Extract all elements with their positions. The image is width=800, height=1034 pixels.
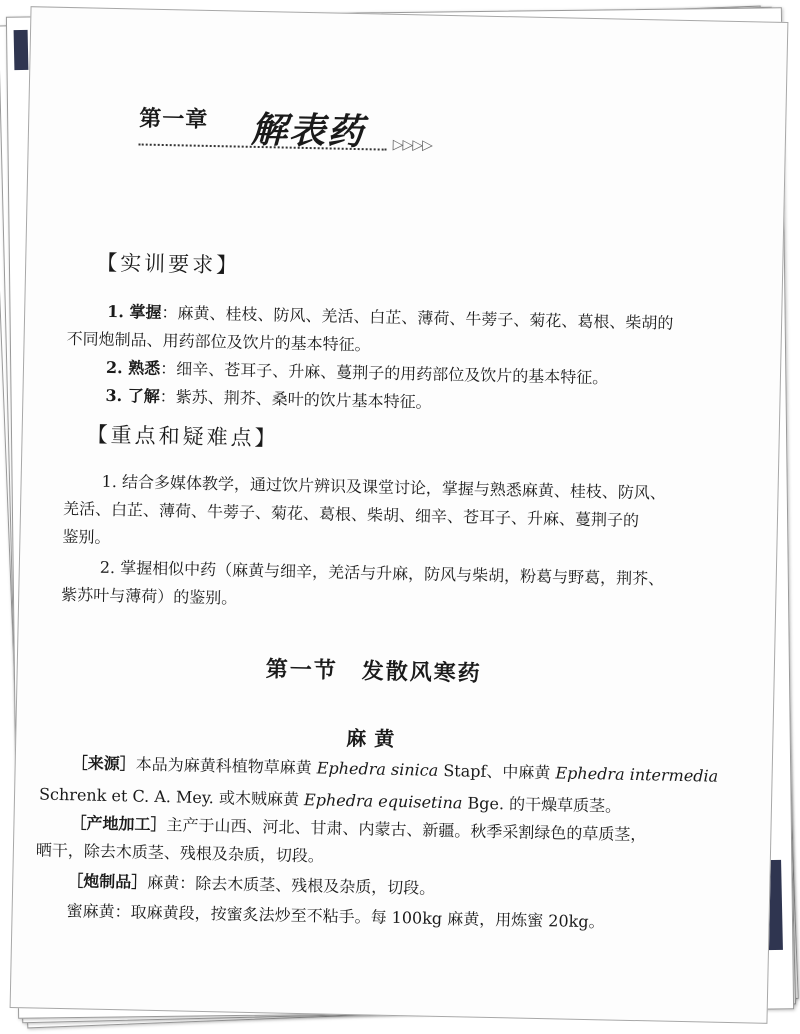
keypoints-para-1-line: 鉴别。 (62, 526, 111, 547)
training-item-label: 3. 了解 (105, 385, 160, 406)
keypoints-para-2-line: 紫苏叶与薄荷）的鉴别。 (61, 584, 238, 608)
prepared-line-2: 蜜麻黄：取麻黄段，按蜜炙法炒至不粘手。每 100kg 麻黄，用炼蜜 20kg。 (66, 901, 605, 932)
keypoints-para-2-line: 2. 掌握相似中药（麻黄与细辛，羌活与升麻，防风与柴胡，粉葛与野葛，荆芥、 (99, 557, 665, 589)
training-item-2 (106, 355, 609, 389)
chapter-number: 第一章 (138, 105, 209, 133)
training-item-text: ：细辛、苍耳子、升麻、蔓荆子的用药部位及饮片的基本特征。 (160, 358, 609, 388)
processing-text: 主产于山西、河北、甘肃、内蒙古、新疆。秋季采割绿色的草质茎， (166, 815, 647, 845)
prepared-line-1 (67, 868, 435, 899)
chapter-title: 解表药 (250, 108, 366, 154)
training-item-label: 2. 熟悉 (105, 357, 161, 378)
prepared-text: 麻黄：除去木质茎、残根及杂质，切段。 (147, 872, 436, 898)
training-heading: 【实训要求】 (95, 250, 241, 278)
book-page (10, 6, 789, 1024)
training-item-text: ：紫苏、荆芥、桑叶的饮片基本特征。 (159, 386, 432, 412)
herb-name: 麻黄 (346, 725, 403, 752)
latin-name: Ephedra intermedia (555, 763, 719, 786)
prepared-tag: ［炮制品］ (67, 871, 148, 892)
arrow-decoration-icon: ▷▷▷▷ (392, 136, 432, 154)
latin-name: Ephedra equisetina (303, 790, 463, 813)
latin-name: Ephedra sinica (316, 758, 439, 780)
source-text: Bge. 的干燥草质茎。 (462, 793, 622, 816)
keypoints-heading: 【重点和疑难点】 (86, 422, 279, 451)
source-text: Stapf、中麻黄 (438, 760, 556, 783)
training-item-3 (105, 383, 432, 413)
training-item-label: 1. 掌握 (107, 301, 162, 322)
page-edge-accent (14, 30, 29, 70)
section-title: 第一节 发散风寒药 (265, 656, 482, 687)
training-item-text: ：麻黄、桂枝、防风、羌活、白芷、薄荷、牛蒡子、菊花、葛根、柴胡的 (161, 302, 674, 333)
source-text: Schrenk et C. A. Mey. 或木贼麻黄 (38, 784, 305, 810)
training-item-1-cont: 不同炮制品、用药部位及饮片的基本特征。 (66, 329, 371, 355)
processing-line-2: 晒干，除去木质茎、残根及杂质，切段。 (35, 840, 325, 866)
keypoints-para-1-line: 羌活、白芷、薄荷、牛蒡子、菊花、葛根、柴胡、细辛、苍耳子、升麻、蔓荆子的 (62, 498, 640, 531)
source-line-1 (72, 750, 719, 787)
processing-tag: ［产地加工］ (70, 813, 167, 835)
keypoints-para-1-line: 1. 结合多媒体教学，通过饮片辨识及课堂讨论，掌握与熟悉麻黄、桂枝、防风、 (101, 471, 667, 503)
source-tag: ［来源］ (71, 753, 136, 774)
source-text: 本品为麻黄科植物草麻黄 (135, 754, 317, 778)
